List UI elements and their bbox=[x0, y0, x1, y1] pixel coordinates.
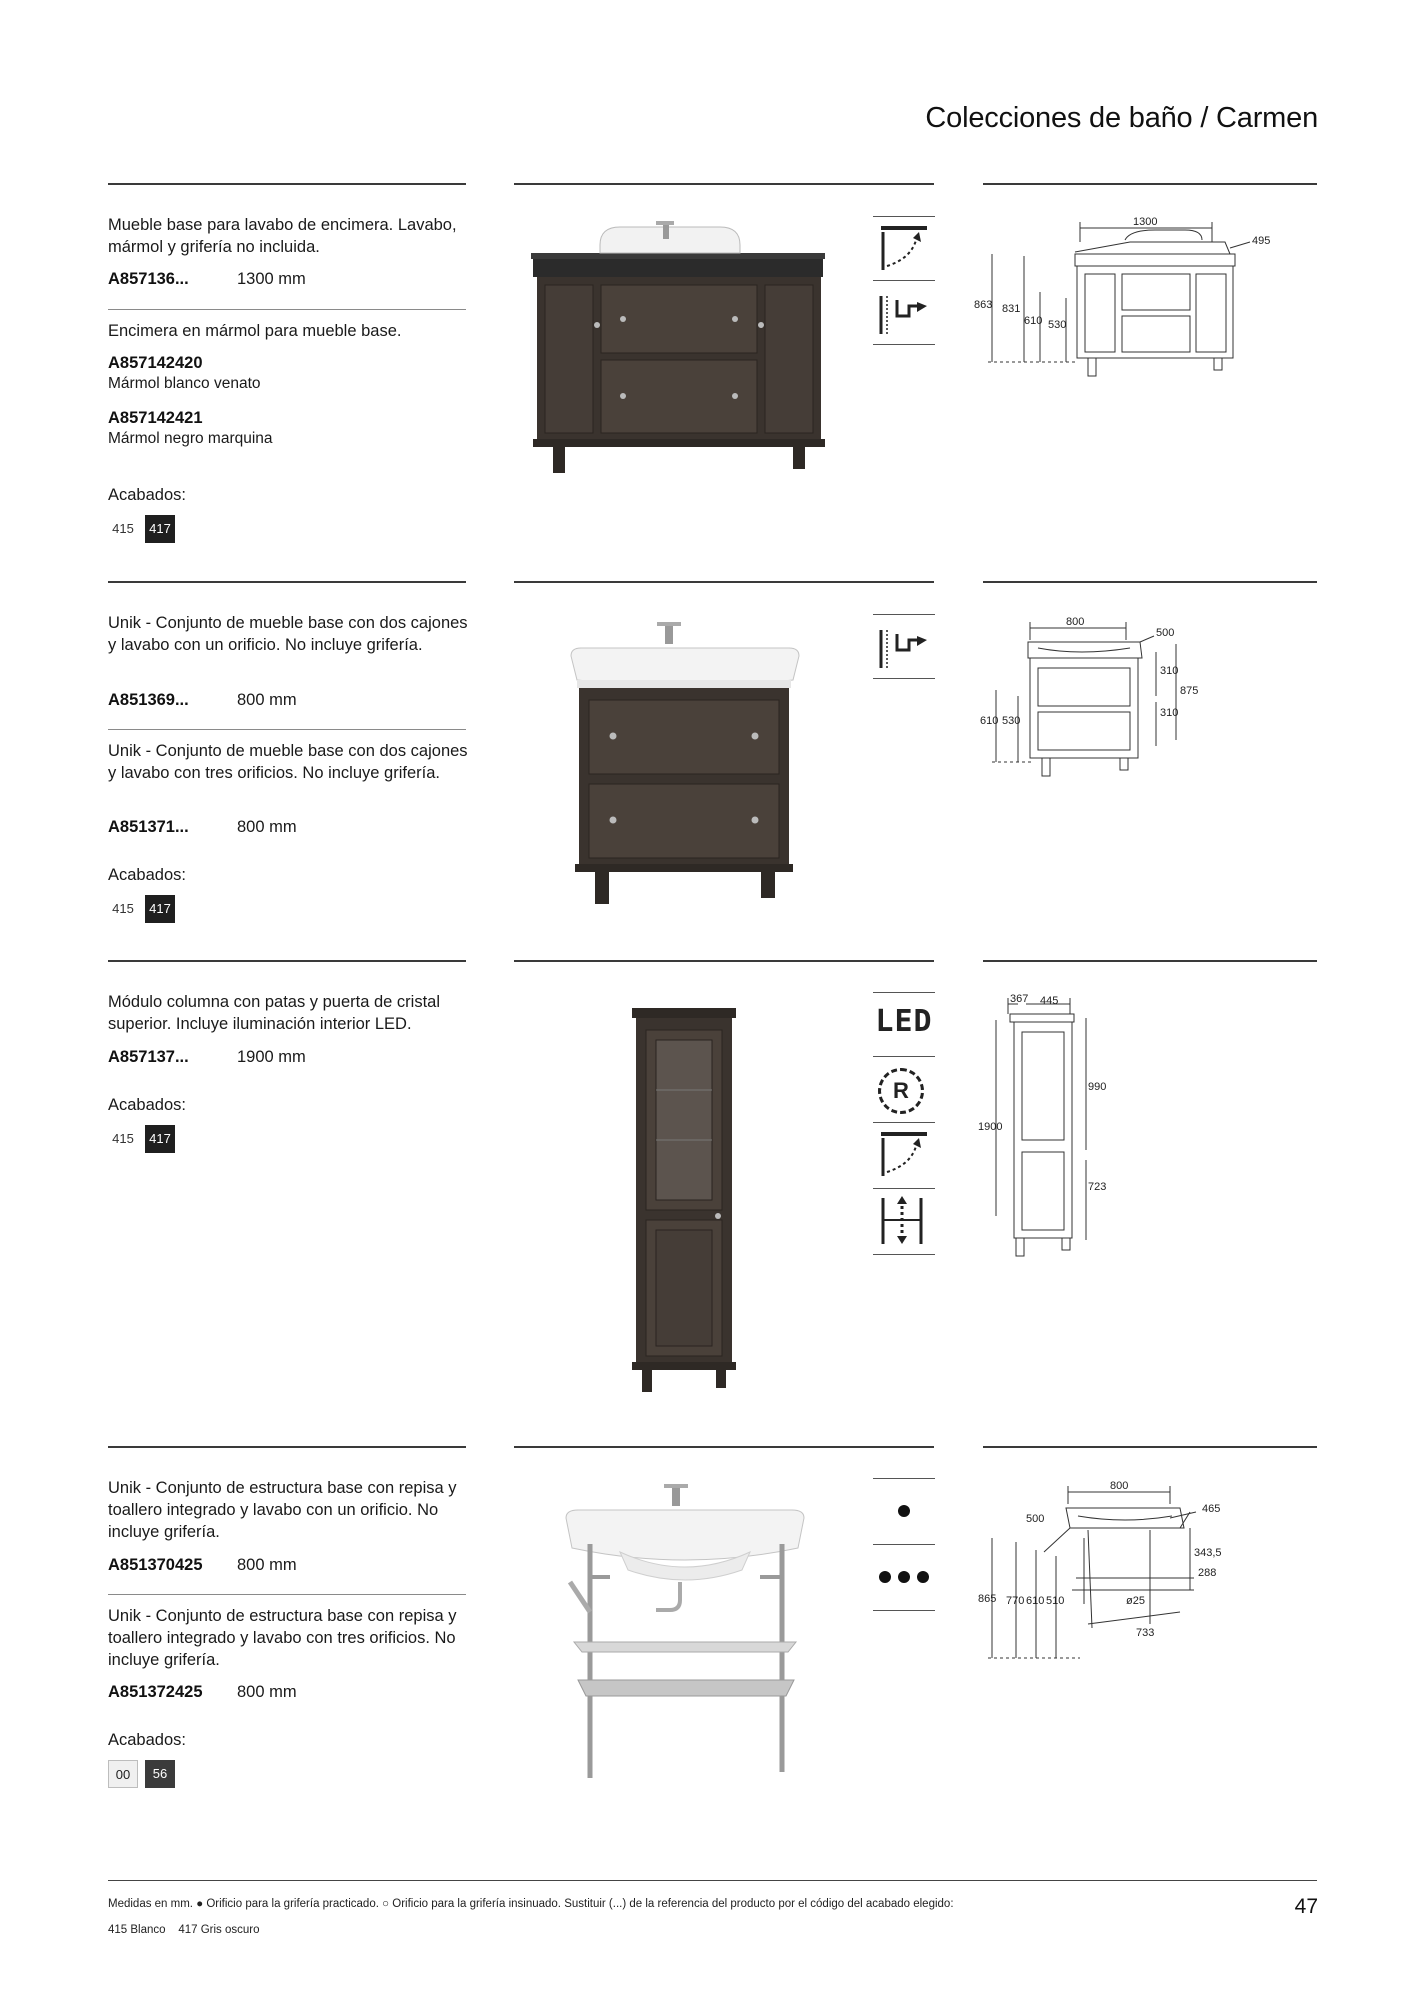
finishes-label: Acabados: bbox=[108, 1731, 186, 1749]
icon-divider bbox=[873, 1122, 935, 1123]
dim-d1: 310 bbox=[1160, 665, 1179, 677]
icon-divider bbox=[873, 1544, 935, 1545]
product-reference: A857142421 bbox=[108, 409, 203, 427]
finish-swatch-417: 417 bbox=[145, 515, 175, 543]
icon-divider bbox=[873, 344, 935, 345]
icon-divider bbox=[873, 1188, 935, 1189]
icon-divider bbox=[873, 678, 935, 679]
icon-divider bbox=[873, 1056, 935, 1057]
siphon-space-icon bbox=[873, 616, 935, 678]
footer-note: Medidas en mm. ● Orificio para la grifería practicado. ○ Orificio para la grifería insinuado. Sustituir (...) de la referencia del producto por el código del acabado elegido: bbox=[108, 1898, 954, 1910]
variant-name: Mármol blanco venato bbox=[108, 375, 261, 392]
footer-finishes-note: 415 Blanco 417 Gris oscuro bbox=[108, 1924, 260, 1936]
page-number: 47 bbox=[1294, 1895, 1318, 1918]
icon-divider bbox=[873, 614, 935, 615]
product-reference: A857137... bbox=[108, 1048, 189, 1066]
dim-width: 800 bbox=[1066, 616, 1085, 628]
dim-h2: 831 bbox=[1002, 303, 1021, 315]
product-reference: A851369... bbox=[108, 691, 189, 709]
dim-h1: 990 bbox=[1088, 1081, 1107, 1093]
divider bbox=[108, 729, 466, 730]
product-description: Unik - Conjunto de estructura base con repisa y toallero integrado y lavabo con un orificio. No incluye grifería. bbox=[108, 1479, 457, 1541]
section-rule bbox=[514, 1446, 934, 1448]
product-reference: A857136... bbox=[108, 270, 189, 288]
product-description: Encimera en mármol para mueble base. bbox=[108, 322, 402, 340]
section-rule bbox=[983, 581, 1317, 583]
product-description: Unik - Conjunto de mueble base con dos cajones y lavabo con un orificio. No incluye grifería. bbox=[108, 614, 468, 654]
dim-d2: 875 bbox=[1180, 685, 1199, 697]
dim-w1: 367 bbox=[1010, 993, 1029, 1005]
icon-divider bbox=[873, 1478, 935, 1479]
finish-swatch-417: 417 bbox=[145, 1125, 175, 1153]
vanity-photo bbox=[565, 620, 805, 910]
product-description: Módulo columna con patas y puerta de cristal superior. Incluye iluminación interior LED. bbox=[108, 993, 441, 1033]
reversible-icon: R bbox=[878, 1068, 924, 1114]
siphon-space-icon bbox=[873, 282, 935, 344]
dim-h3: 610 bbox=[980, 715, 999, 727]
divider bbox=[108, 309, 466, 310]
section-rule bbox=[108, 581, 466, 583]
column-cabinet-photo bbox=[628, 1006, 740, 1396]
dim-w2: 445 bbox=[1040, 995, 1059, 1007]
dim-width: 800 bbox=[1110, 1480, 1129, 1492]
finish-swatch-56: 56 bbox=[145, 1760, 175, 1788]
dim-h3: 610 bbox=[1024, 315, 1043, 327]
technical-drawing bbox=[980, 990, 1120, 1260]
washbasin-stand-photo bbox=[560, 1482, 810, 1782]
section-rule bbox=[983, 183, 1317, 185]
icon-divider bbox=[873, 280, 935, 281]
product-size: 800 mm bbox=[237, 691, 297, 709]
dim-500: 500 bbox=[1026, 1513, 1045, 1525]
finishes-label: Acabados: bbox=[108, 1096, 186, 1114]
soft-close-drawer-icon bbox=[873, 218, 935, 280]
variant-name: Mármol negro marquina bbox=[108, 430, 273, 447]
section-rule bbox=[983, 1446, 1317, 1448]
product-reference: A851372425 bbox=[108, 1683, 203, 1701]
dim-510: 510 bbox=[1046, 1595, 1065, 1607]
finish-swatch-415: 415 bbox=[108, 895, 138, 923]
dim-465: 465 bbox=[1202, 1503, 1221, 1515]
technical-drawing bbox=[980, 612, 1220, 782]
icon-divider bbox=[873, 1254, 935, 1255]
dim-288: 288 bbox=[1198, 1567, 1217, 1579]
section-rule bbox=[108, 1446, 466, 1448]
three-holes-icon bbox=[873, 1546, 935, 1608]
dim-depth: 500 bbox=[1156, 627, 1175, 639]
dim-610: 610 bbox=[1026, 1595, 1045, 1607]
section-rule bbox=[983, 960, 1317, 962]
dim-tube: ø25 bbox=[1126, 1595, 1145, 1607]
technical-drawing bbox=[980, 1478, 1250, 1678]
product-reference: A851370425 bbox=[108, 1556, 203, 1574]
dim-h4: 530 bbox=[1048, 319, 1067, 331]
dim-d3: 310 bbox=[1160, 707, 1179, 719]
dim-depth: 495 bbox=[1252, 235, 1271, 247]
icon-divider bbox=[873, 216, 935, 217]
product-description: Unik - Conjunto de mueble base con dos cajones y lavabo con tres orificios. No incluye grifería. bbox=[108, 742, 468, 782]
section-rule bbox=[108, 183, 466, 185]
finish-swatch-00: 00 bbox=[108, 1760, 138, 1788]
finishes-label: Acabados: bbox=[108, 866, 186, 884]
section-rule bbox=[514, 183, 934, 185]
dim-770: 770 bbox=[1006, 1595, 1025, 1607]
dim-width: 1300 bbox=[1133, 216, 1158, 228]
section-rule bbox=[514, 581, 934, 583]
section-rule bbox=[108, 960, 466, 962]
finish-swatch-417: 417 bbox=[145, 895, 175, 923]
finish-swatch-415: 415 bbox=[108, 1125, 138, 1153]
product-size: 800 mm bbox=[237, 818, 297, 836]
section-rule bbox=[514, 960, 934, 962]
product-reference: A857142420 bbox=[108, 354, 203, 372]
technical-drawing bbox=[974, 212, 1300, 382]
dim-343: 343,5 bbox=[1194, 1547, 1222, 1559]
product-description: Unik - Conjunto de estructura base con repisa y toallero integrado y lavabo con tres orificios. No incluye grifería. bbox=[108, 1607, 457, 1669]
product-description: Mueble base para lavabo de encimera. Lavabo, mármol y grifería no incluida. bbox=[108, 216, 457, 256]
icon-divider bbox=[873, 992, 935, 993]
product-reference: A851371... bbox=[108, 818, 189, 836]
dim-h3: 723 bbox=[1088, 1181, 1107, 1193]
icon-divider bbox=[873, 1610, 935, 1611]
dim-h2: 1900 bbox=[978, 1121, 1003, 1133]
product-size: 800 mm bbox=[237, 1683, 297, 1701]
dim-733: 733 bbox=[1136, 1627, 1155, 1639]
vanity-photo bbox=[525, 215, 835, 480]
footer-rule bbox=[108, 1880, 1317, 1881]
soft-close-icon bbox=[873, 1124, 935, 1186]
dim-865: 865 bbox=[978, 1593, 997, 1605]
height-adjust-icon bbox=[873, 1190, 935, 1252]
finishes-label: Acabados: bbox=[108, 486, 186, 504]
led-icon: LED bbox=[875, 1004, 933, 1039]
product-size: 800 mm bbox=[237, 1556, 297, 1574]
divider bbox=[108, 1594, 466, 1595]
page-title: Colecciones de baño / Carmen bbox=[925, 102, 1318, 134]
product-size: 1900 mm bbox=[237, 1048, 306, 1066]
dim-h1: 863 bbox=[974, 299, 993, 311]
product-size: 1300 mm bbox=[237, 270, 306, 288]
finish-swatch-415: 415 bbox=[108, 515, 138, 543]
one-hole-icon bbox=[873, 1480, 935, 1542]
dim-h4: 530 bbox=[1002, 715, 1021, 727]
